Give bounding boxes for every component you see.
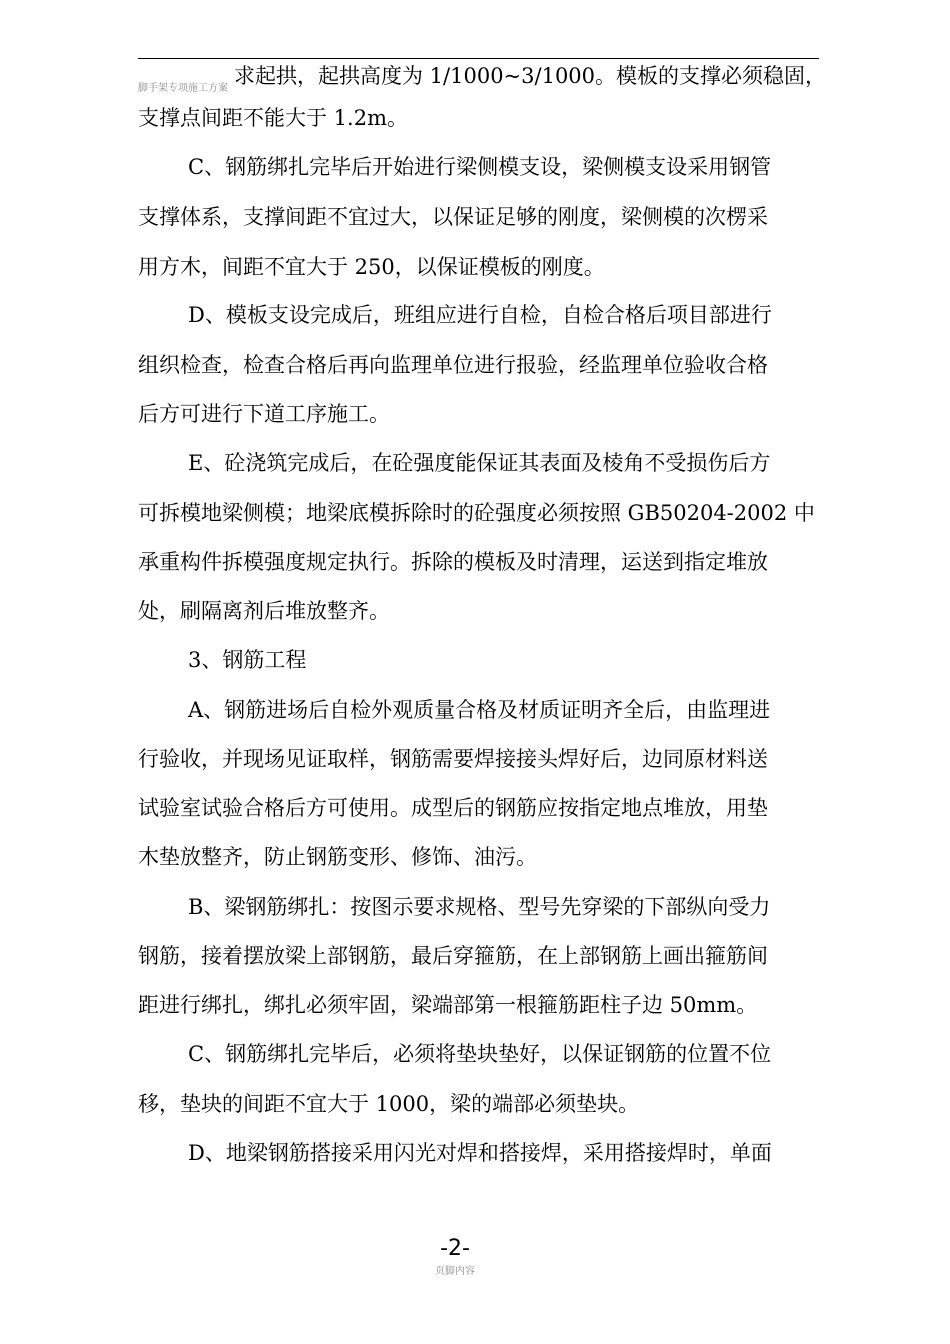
text-line: 行验收，并现场见证取样，钢筋需要焊接接头焊好后，边同原材料送 — [138, 747, 768, 771]
text-line: D、地梁钢筋搭接采用闪光对焊和搭接焊，采用搭接焊时，单面 — [188, 1141, 772, 1165]
page-number: -2- — [440, 1236, 470, 1261]
text-line: 距进行绑扎，绑扎必须牢固，梁端部第一根箍筋距柱子边 50mm。 — [138, 993, 758, 1017]
text-line: 移，垫块的间距不宜大于 1000，梁的端部必须垫块。 — [138, 1092, 640, 1116]
footer-label: 页脚内容 — [435, 1266, 475, 1277]
text-line: 后方可进行下道工序施工。 — [138, 402, 390, 426]
text-line: 木垫放整齐，防止钢筋变形、修饰、油污。 — [138, 845, 537, 869]
text-line: 求起拱，起拱高度为 1/1000~3/1000。模板的支撑必须稳固， — [234, 64, 827, 88]
text-line: E、砼浇筑完成后，在砼强度能保证其表面及棱角不受损伤后方 — [188, 451, 771, 475]
text-line: 处，刷隔离剂后堆放整齐。 — [138, 599, 390, 623]
text-line: 可拆模地梁侧模；地梁底模拆除时的砼强度必须按照 GB50204-2002 中 — [138, 501, 815, 525]
text-line: 试验室试验合格后方可使用。成型后的钢筋应按指定地点堆放，用垫 — [138, 796, 768, 820]
text-line: D、模板支设完成后，班组应进行自检，自检合格后项目部进行 — [188, 303, 772, 327]
text-line: A、钢筋进场后自检外观质量合格及材质证明齐全后，由监理进 — [188, 698, 771, 722]
text-line: 钢筋，接着摆放梁上部钢筋，最后穿箍筋，在上部钢筋上画出箍筋间 — [138, 944, 768, 968]
text-line: B、梁钢筋绑扎：按图示要求规格、型号先穿梁的下部纵向受力 — [188, 895, 771, 919]
text-line: 支撑点间距不能大于 1.2m。 — [138, 106, 408, 130]
text-line: 承重构件拆模强度规定执行。拆除的模板及时清理，运送到指定堆放 — [138, 550, 768, 574]
header-label: 脚手架专项施工方案 — [138, 83, 228, 94]
text-line: 用方木，间距不宜大于 250，以保证模板的刚度。 — [138, 255, 605, 279]
text-line: 支撑体系，支撑间距不宜过大，以保证足够的刚度，梁侧模的次楞采 — [138, 205, 768, 229]
text-line: C、钢筋绑扎完毕后开始进行梁侧模支设，梁侧模支设采用钢管 — [188, 155, 772, 179]
text-line: C、钢筋绑扎完毕后，必须将垫块垫好，以保证钢筋的位置不位 — [188, 1042, 772, 1066]
text-line: 组织检查，检查合格后再向监理单位进行报验，经监理单位验收合格 — [138, 353, 768, 377]
section-heading: 3、钢筋工程 — [188, 648, 307, 672]
